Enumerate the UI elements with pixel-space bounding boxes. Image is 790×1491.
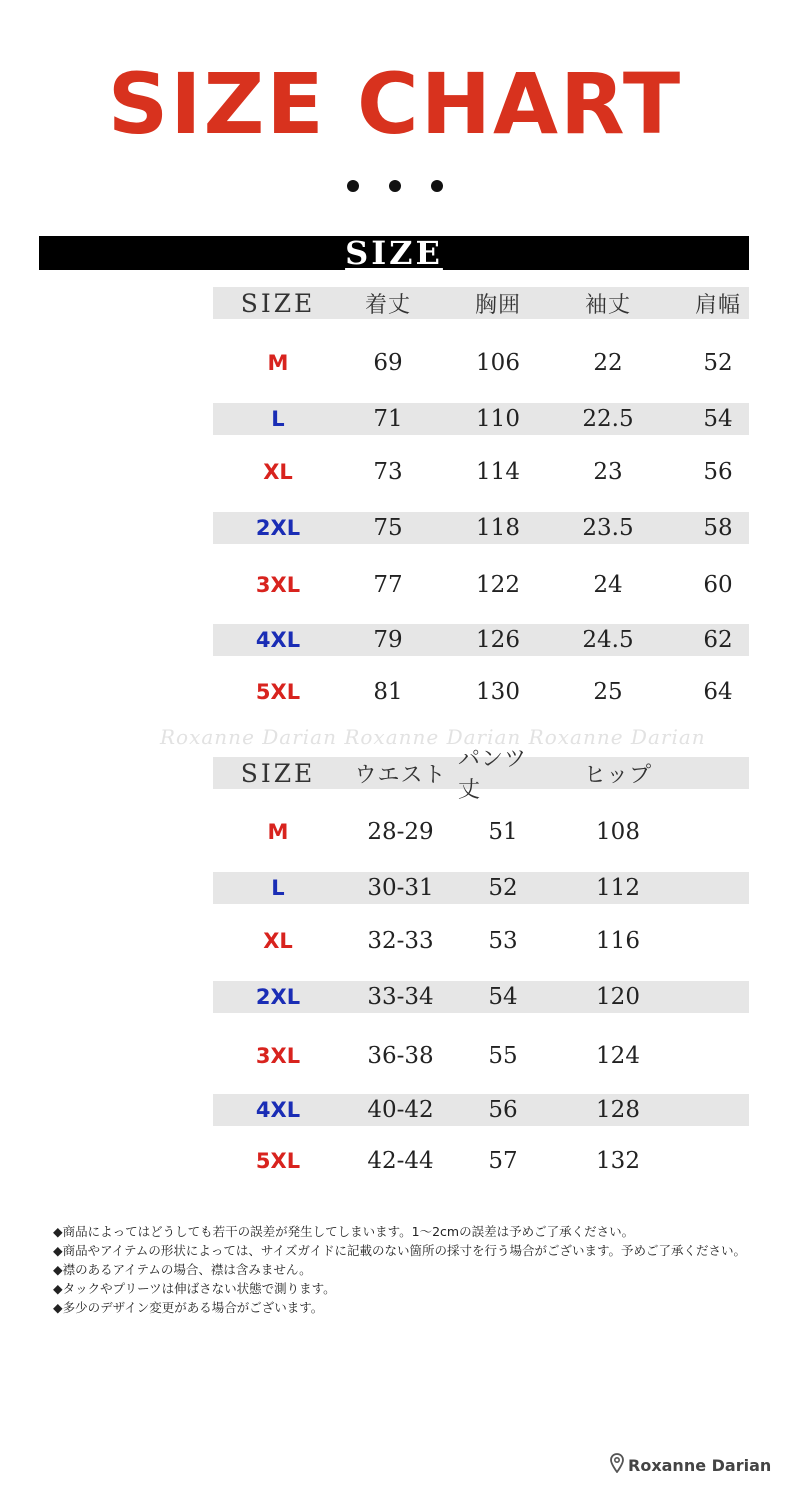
table-cell: 62 <box>703 627 733 653</box>
top-size-table <box>213 287 749 707</box>
note-line: ◆襟のあるアイテムの場合、襟は含みません。 <box>53 1262 312 1277</box>
size-label: 5XL <box>255 680 301 704</box>
dot <box>389 180 401 192</box>
table-cell: 108 <box>596 819 640 845</box>
table-cell: 56 <box>703 459 733 485</box>
size-label: 3XL <box>255 573 301 597</box>
column-header: 肩幅 <box>694 292 741 318</box>
note-line: ◆商品やアイテムの形状によっては、サイズガイドに記載のない箇所の採寸を行う場合がございます。予めご了承ください。 <box>53 1243 746 1258</box>
table-cell: 110 <box>476 406 520 432</box>
table-cell: 114 <box>476 459 520 485</box>
note-line: ◆多少のデザイン変更がある場合がございます。 <box>53 1300 324 1315</box>
column-header: SIZE <box>240 288 316 318</box>
bottom-size-table <box>213 747 749 1187</box>
size-banner <box>39 236 749 270</box>
table-header-row <box>213 747 749 803</box>
size-label: M <box>267 351 289 375</box>
size-label: XL <box>263 929 293 953</box>
table-cell: 36-38 <box>367 1043 434 1069</box>
table-row <box>213 925 749 957</box>
table-cell: 23 <box>593 459 623 485</box>
table-cell: 55 <box>488 1043 518 1069</box>
table-cell: 60 <box>703 572 733 598</box>
note-line: ◆タックやプリーツは伸ばさない状態で測ります。 <box>53 1281 336 1296</box>
table-cell: 52 <box>703 350 733 376</box>
table-cell: 24.5 <box>582 627 634 653</box>
table-row <box>213 347 749 379</box>
brand-footer <box>610 1453 771 1477</box>
size-label: 4XL <box>255 1098 301 1122</box>
table-row <box>213 624 749 656</box>
column-header: SIZE <box>240 758 316 788</box>
table-cell: 58 <box>703 515 733 541</box>
notes <box>53 1222 788 1317</box>
table-row <box>213 1094 749 1126</box>
size-label: 2XL <box>255 516 301 540</box>
table-cell: 75 <box>373 515 403 541</box>
table-cell: 77 <box>373 572 403 598</box>
table-row <box>213 1040 749 1072</box>
table-cell: 54 <box>703 406 733 432</box>
table-cell: 22 <box>593 350 623 376</box>
table-row <box>213 512 749 544</box>
column-header: 袖丈 <box>584 292 631 318</box>
table-row <box>213 403 749 435</box>
note-line: ◆商品によってはどうしても若干の誤差が発生してしまいます。1～2cmの誤差は予めご了承ください。 <box>53 1224 635 1239</box>
table-cell: 132 <box>596 1148 640 1174</box>
table-header-row <box>213 287 749 319</box>
table-row <box>213 816 749 848</box>
table-cell: 30-31 <box>367 875 434 901</box>
table-cell: 130 <box>476 679 520 705</box>
table-cell: 79 <box>373 627 403 653</box>
table-cell: 112 <box>596 875 640 901</box>
table-cell: 53 <box>488 928 518 954</box>
table-row <box>213 1145 749 1177</box>
dot <box>431 180 443 192</box>
table-row <box>213 456 749 488</box>
table-cell: 122 <box>476 572 520 598</box>
table-cell: 128 <box>596 1097 640 1123</box>
table-row <box>213 676 749 708</box>
size-label: 5XL <box>255 1149 301 1173</box>
column-header: 胸囲 <box>474 292 521 318</box>
size-label: 3XL <box>255 1044 301 1068</box>
table-cell: 71 <box>373 406 403 432</box>
table-row <box>213 981 749 1013</box>
table-cell: 126 <box>476 627 520 653</box>
column-header: ヒップ <box>583 762 653 788</box>
size-banner-label: SIZE <box>345 234 443 272</box>
table-cell: 73 <box>373 459 403 485</box>
table-cell: 52 <box>488 875 518 901</box>
table-cell: 40-42 <box>367 1097 434 1123</box>
table-cell: 32-33 <box>367 928 434 954</box>
size-label: XL <box>263 460 293 484</box>
table-cell: 64 <box>703 679 733 705</box>
table-cell: 120 <box>596 984 640 1010</box>
column-header: 着丈 <box>364 292 411 318</box>
table-cell: 106 <box>476 350 520 376</box>
page-title: SIZE CHART <box>107 55 683 153</box>
table-cell: 24 <box>593 572 623 598</box>
table-cell: 56 <box>488 1097 518 1123</box>
table-cell: 81 <box>373 679 403 705</box>
table-cell: 42-44 <box>367 1148 434 1174</box>
brand-name: Roxanne Darian <box>628 1455 772 1475</box>
table-cell: 33-34 <box>367 984 434 1010</box>
table-cell: 54 <box>488 984 518 1010</box>
size-label: 2XL <box>255 985 301 1009</box>
table-row <box>213 569 749 601</box>
table-cell: 51 <box>488 819 518 845</box>
size-label: L <box>271 876 285 900</box>
table-cell: 69 <box>373 350 403 376</box>
table-cell: 116 <box>596 928 640 954</box>
watermark: Roxanne Darian Roxanne Darian Roxanne Darian <box>160 725 706 749</box>
table-cell: 28-29 <box>367 819 434 845</box>
size-label: 4XL <box>255 628 301 652</box>
column-header: ウエスト <box>354 762 447 788</box>
table-cell: 57 <box>488 1148 518 1174</box>
dot <box>347 180 359 192</box>
table-cell: 118 <box>476 515 520 541</box>
table-cell: 124 <box>596 1043 640 1069</box>
table-cell: 22.5 <box>582 406 634 432</box>
size-label: L <box>271 407 285 431</box>
table-row <box>213 872 749 904</box>
column-header: パンツ丈 <box>458 747 528 803</box>
table-cell: 23.5 <box>582 515 634 541</box>
map-pin-icon <box>610 1453 624 1477</box>
decorative-dots <box>0 180 790 192</box>
table-cell: 25 <box>593 679 623 705</box>
size-label: M <box>267 820 289 844</box>
